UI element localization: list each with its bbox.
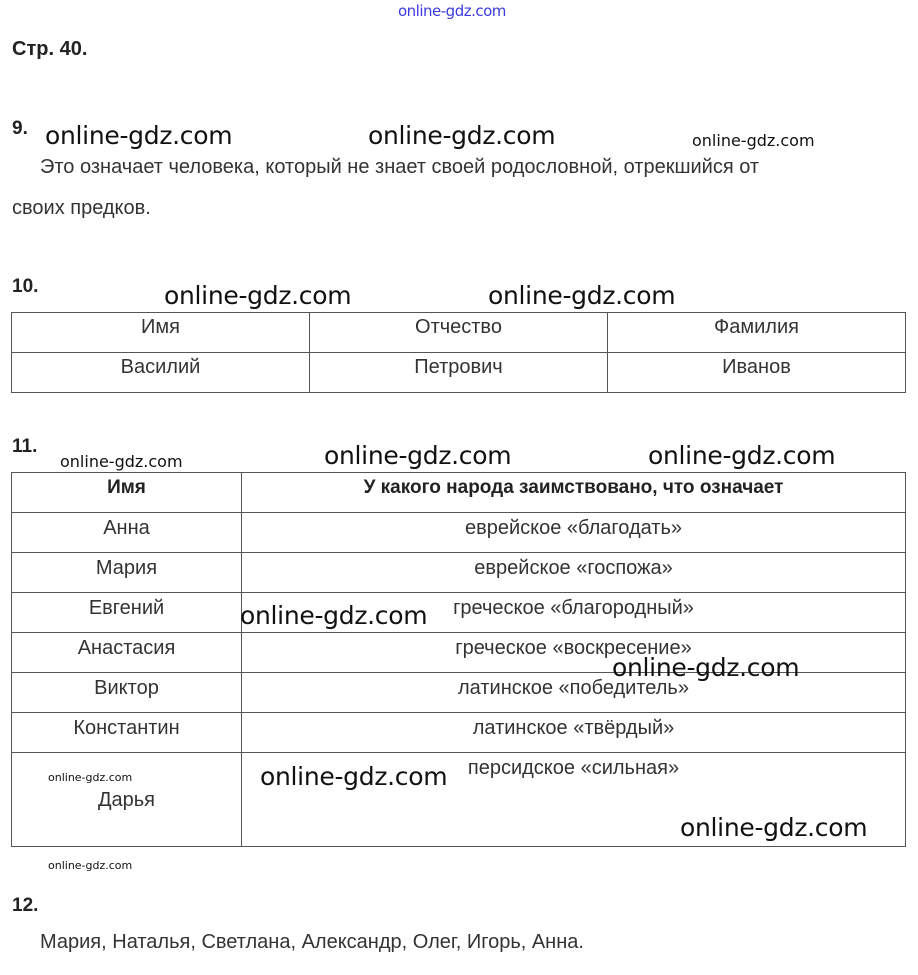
meaning-cell: латинское «победитель» xyxy=(242,673,906,713)
meaning-cell: греческое «благородный» xyxy=(242,593,906,633)
watermark: online-gdz.com xyxy=(680,813,868,842)
watermark: online-gdz.com xyxy=(45,121,233,150)
watermark: online-gdz.com xyxy=(164,281,352,310)
task-9-text-line1: Это означает человека, который не знает своей родословной, отрекшийся от xyxy=(40,156,760,178)
meaning-cell: еврейское «благодать» xyxy=(242,513,906,553)
table-cell: Иванов xyxy=(608,353,906,393)
meaning-cell: еврейское «госпожа» xyxy=(242,553,906,593)
table-cell: Василий xyxy=(12,353,310,393)
table-header-row xyxy=(12,313,906,353)
header-cell-name: Имя xyxy=(12,473,242,513)
name-cell: Константин xyxy=(12,713,242,753)
name-cell: Виктор xyxy=(12,673,242,713)
table-row xyxy=(12,713,906,753)
task-9-text-line2: своих предков. xyxy=(12,197,151,219)
watermark: online-gdz.com xyxy=(612,653,800,682)
watermark: online-gdz.com xyxy=(648,441,836,470)
table-header-row xyxy=(12,473,906,513)
meaning-cell: греческое «воскресение» xyxy=(242,633,906,673)
watermark: online-gdz.com xyxy=(48,859,133,872)
table-cell: Петрович xyxy=(310,353,608,393)
meaning-cell: персидское «сильная» xyxy=(242,753,906,847)
site-mark: online-gdz.com xyxy=(398,2,506,20)
watermark: online-gdz.com xyxy=(692,131,815,150)
table-row xyxy=(12,353,906,393)
task-10-table xyxy=(11,312,906,393)
task-12-text: Мария, Наталья, Светлана, Александр, Олег, Игорь, Анна. xyxy=(40,931,584,953)
table-row xyxy=(12,513,906,553)
meaning-cell: латинское «твёрдый» xyxy=(242,713,906,753)
name-cell: Анна xyxy=(12,513,242,553)
name-cell: Анастасия xyxy=(12,633,242,673)
task-9-number: 9. xyxy=(12,118,28,139)
task-12-number: 12. xyxy=(12,895,39,916)
watermark: online-gdz.com xyxy=(60,452,183,471)
header-cell-first-name: Имя xyxy=(12,313,310,353)
watermark: online-gdz.com xyxy=(260,762,448,791)
header-cell-origin-meaning: У какого народа заимствовано, что означает xyxy=(242,473,906,513)
watermark: online-gdz.com xyxy=(488,281,676,310)
watermark: online-gdz.com xyxy=(240,601,428,630)
name-cell: Евгений xyxy=(12,593,242,633)
header-cell-surname: Фамилия xyxy=(608,313,906,353)
task-11-number: 11. xyxy=(12,436,38,457)
task-10-number: 10. xyxy=(12,276,39,297)
watermark: online-gdz.com xyxy=(48,771,133,784)
name-cell: Мария xyxy=(12,553,242,593)
table-row xyxy=(12,593,906,633)
header-cell-patronymic: Отчество xyxy=(310,313,608,353)
watermark: online-gdz.com xyxy=(324,441,512,470)
name-cell: Дарья xyxy=(12,753,242,847)
page-title: Стр. 40. xyxy=(12,38,88,60)
watermark: online-gdz.com xyxy=(368,121,556,150)
table-row xyxy=(12,553,906,593)
